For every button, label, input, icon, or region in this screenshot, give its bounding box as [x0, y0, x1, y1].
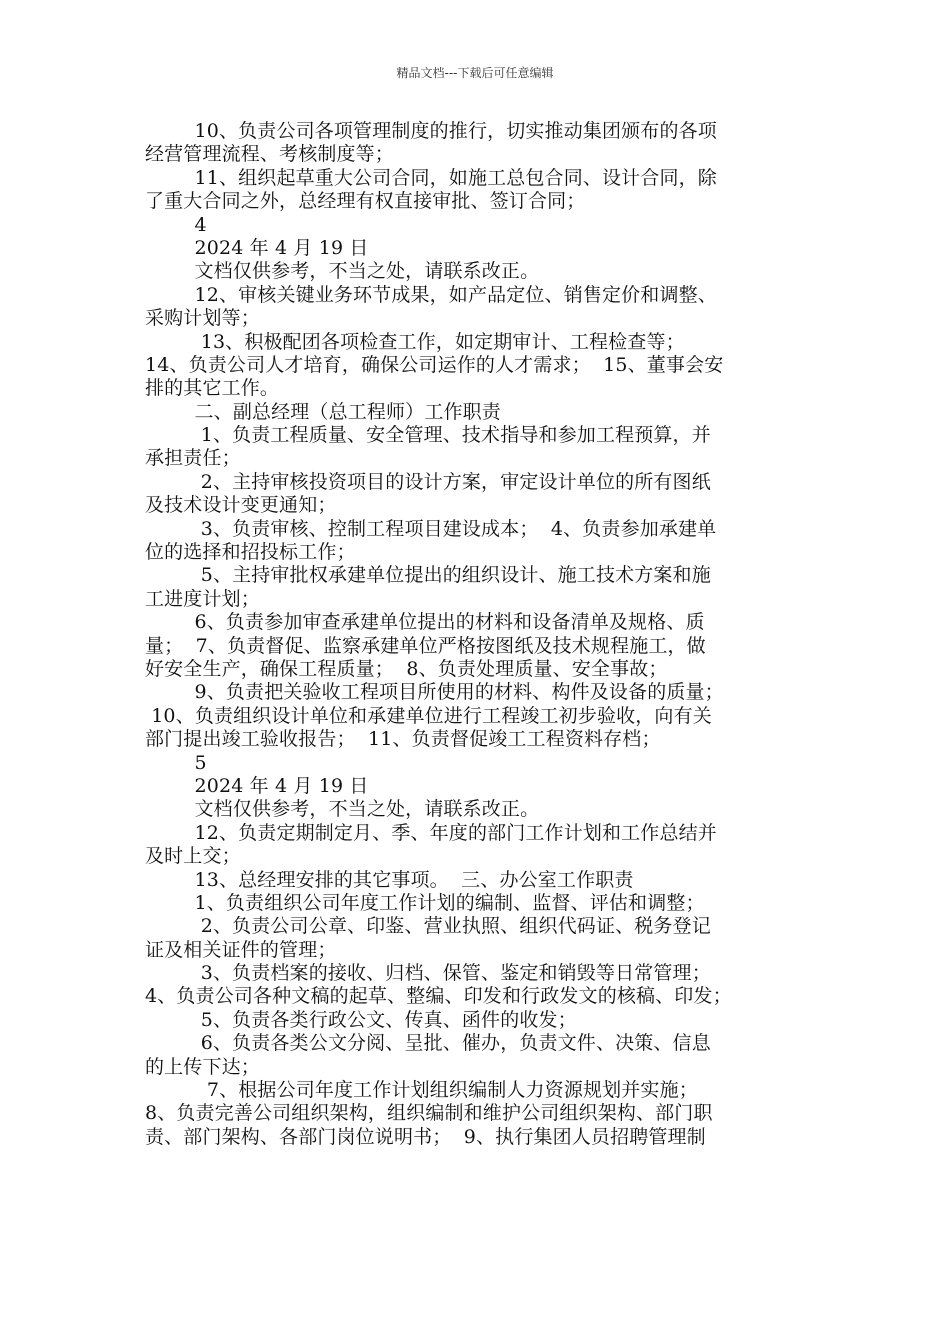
paragraph-line: 3、负责档案的接收、归档、保管、鉴定和销毁等日常管理； [145, 962, 711, 985]
paragraph-line: 1、负责组织公司年度工作计划的编制、监督、评估和调整； [145, 891, 705, 914]
paragraph-line: 位的选择和招投标工作； [145, 541, 356, 564]
paragraph-line: 文档仅供参考，不当之处，请联系改正。 [145, 798, 540, 821]
paragraph-line: 5、负责各类行政公文、传真、函件的收发； [145, 1008, 577, 1031]
paragraph-line: 文档仅供参考，不当之处，请联系改正。 [145, 260, 540, 283]
paragraph-line: 14、负责公司人才培育，确保公司运作的人才需求； 15、董事会安 [145, 353, 724, 376]
paragraph-line: 证及相关证件的管理； [145, 938, 337, 961]
paragraph-line: 采购计划等； [145, 307, 260, 330]
paragraph-line: 责、部门架构、各部门岗位说明书； 9、执行集团人员招聘管理制 [145, 1125, 706, 1148]
paragraph-line: 部门提出竣工验收报告； 11、负责督促竣工工程资料存档； [145, 728, 661, 751]
paragraph-line: 2024 年 4 月 19 日 [145, 774, 369, 797]
paragraph-line: 二、副总经理（总工程师）工作职责 [145, 400, 501, 423]
paragraph-line: 量； 7、负责督促、监察承建单位严格按图纸及技术规程施工，做 [145, 634, 706, 657]
paragraph-line: 6、负责各类公文分阅、呈批、催办，负责文件、决策、信息 [145, 1032, 711, 1055]
paragraph-line: 了重大合同之外，总经理有权直接审批、签订合同； [145, 190, 586, 213]
paragraph-line: 6、负责参加审查承建单位提出的材料和设备清单及规格、质 [145, 611, 705, 634]
paragraph-line: 10、负责公司各项管理制度的推行，切实推动集团颁布的各项 [145, 120, 717, 142]
paragraph-line: 3、负责审核、控制工程项目建设成本； 4、负责参加承建单 [145, 517, 717, 540]
paragraph-line: 2024 年 4 月 19 日 [145, 236, 369, 259]
paragraph-line: 9、负责把关验收工程项目所使用的材料、构件及设备的质量； [145, 681, 724, 704]
page-header: 精品文档---下载后可任意编辑 [396, 66, 554, 80]
paragraph-line: 好安全生产，确保工程质量； 8、负责处理质量、安全事故； [145, 657, 668, 680]
paragraph-line: 10、负责组织设计单位和承建单位进行工程竣工初步验收，向有关 [145, 704, 712, 727]
paragraph-line: 13、总经理安排的其它事项。 三、办公室工作职责 [145, 868, 634, 891]
paragraph-line: 5 [145, 751, 207, 774]
paragraph-line: 4、负责公司各种文稿的起草、整编、印发和行政发文的核稿、印发； [145, 985, 732, 1008]
paragraph-line: 5、主持审批权承建单位提出的组织设计、施工技术方案和施 [145, 564, 711, 587]
paragraph-line: 12、负责定期制定月、季、年度的部门工作计划和工作总结并 [145, 821, 717, 844]
document-body [145, 120, 815, 1149]
paragraph-line: 承担责任； [145, 447, 241, 470]
paragraph-line: 7、根据公司年度工作计划组织编制人力资源规划并实施； [145, 1079, 698, 1102]
paragraph-line: 2、负责公司公章、印鉴、营业执照、组织代码证、税务登记 [145, 915, 711, 938]
paragraph-line: 排的其它工作。 [145, 377, 280, 400]
paragraph-line: 4 [145, 213, 207, 236]
paragraph-line: 经营管理流程、考核制度等； [145, 143, 394, 166]
paragraph-line: 8、负责完善公司组织架构，组织编制和维护公司组织架构、部门职 [145, 1102, 713, 1125]
paragraph-line: 及时上交； [145, 845, 241, 868]
paragraph-line: 13、积极配团各项检查工作，如定期审计、工程检查等； [145, 330, 685, 353]
paragraph-line: 1、负责工程质量、安全管理、技术指导和参加工程预算，并 [145, 424, 711, 447]
paragraph-line: 工进度计划； [145, 587, 260, 610]
paragraph-line: 2、主持审核投资项目的设计方案，审定设计单位的所有图纸 [145, 470, 711, 493]
paragraph-line: 12、审核关键业务环节成果，如产品定位、销售定价和调整、 [145, 283, 717, 306]
paragraph-line: 的上传下达； [145, 1055, 260, 1078]
paragraph-line: 及技术设计变更通知； [145, 494, 337, 517]
paragraph-line: 11、组织起草重大公司合同，如施工总包合同、设计合同，除 [145, 166, 717, 189]
